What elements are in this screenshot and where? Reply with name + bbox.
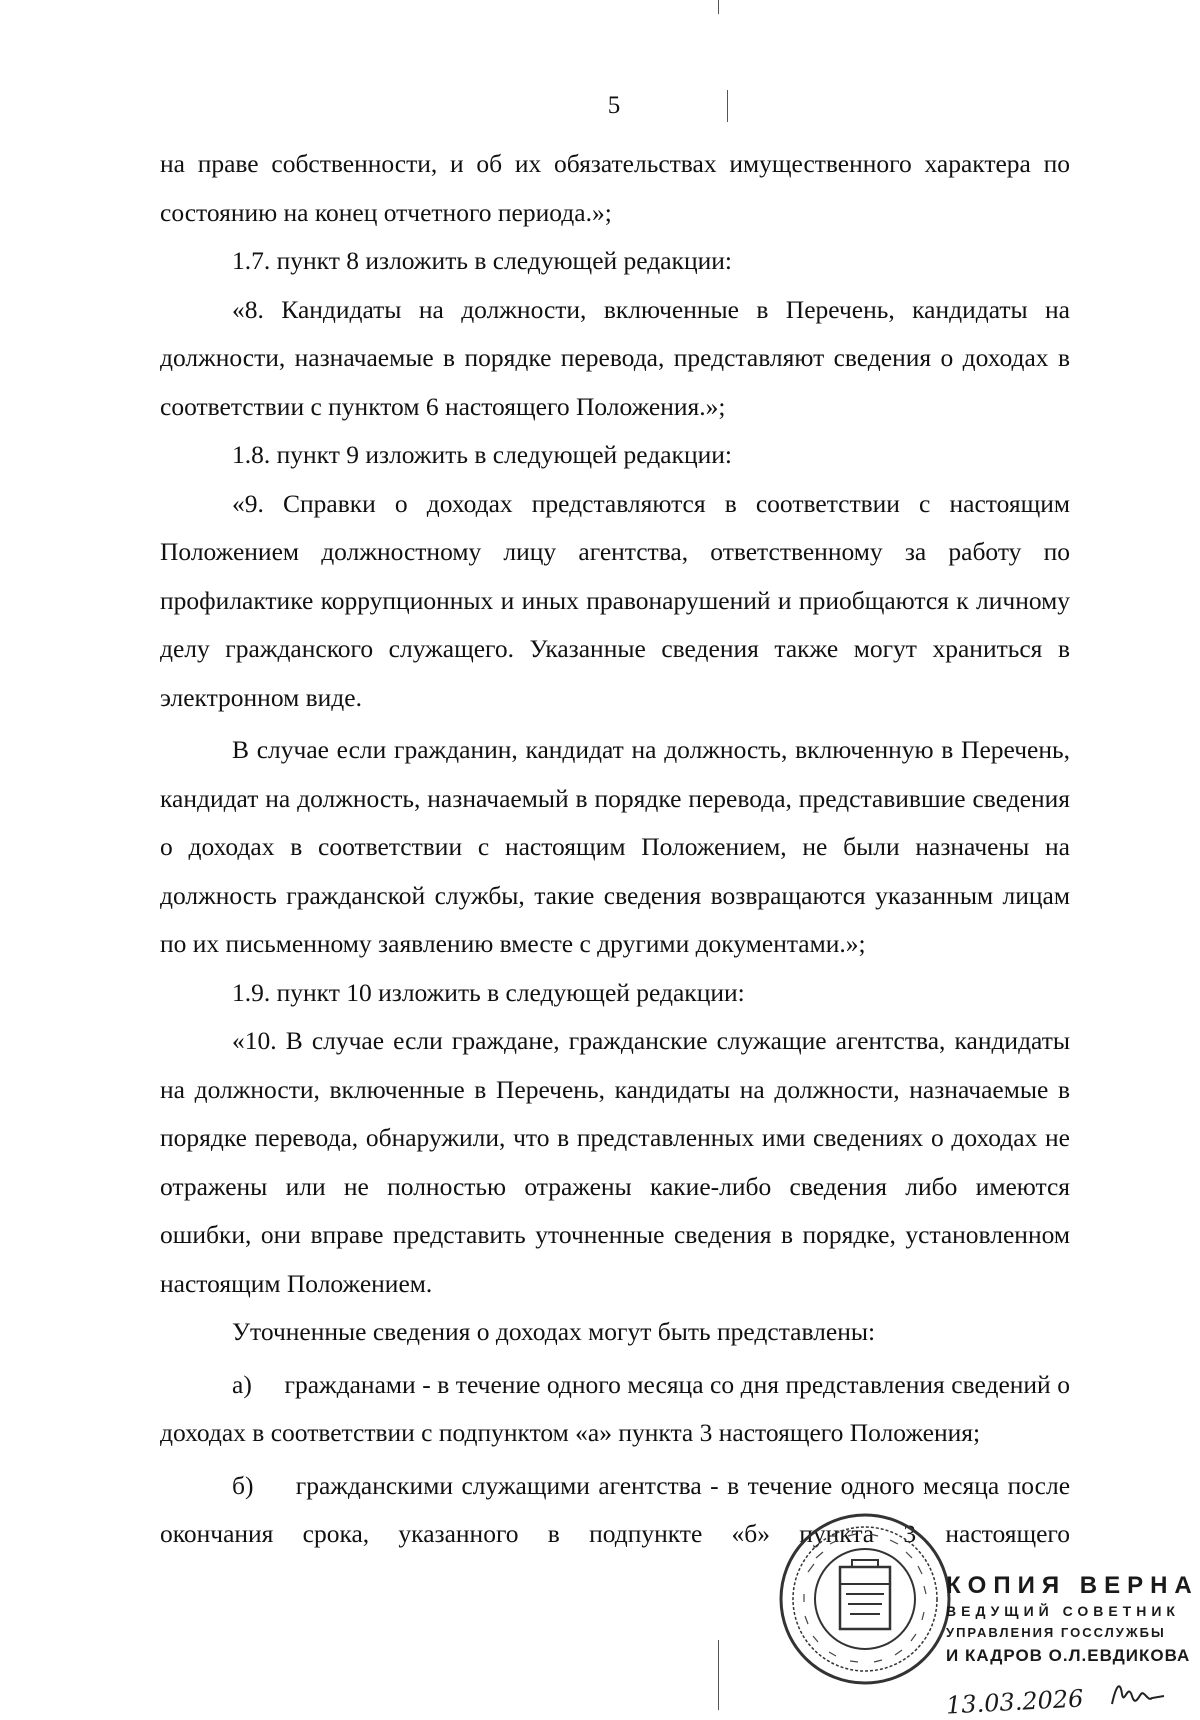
document-body bbox=[160, 140, 1070, 1559]
scan-mark bbox=[727, 90, 728, 122]
official-seal-icon bbox=[778, 1512, 952, 1686]
list-marker-a: а) bbox=[232, 1369, 252, 1399]
cert-title: КОПИЯ ВЕРНА bbox=[946, 1572, 1199, 1599]
paragraph-7: 1.9. пункт 10 изложить в следующей редакции: bbox=[232, 977, 745, 1007]
paragraph-1: на праве собственности, и об их обязательствах имущественного характера по состоянию на конец отчетного периода.»; bbox=[160, 149, 1070, 227]
scan-mark bbox=[718, 1640, 719, 1710]
handwritten-signature-icon bbox=[1108, 1676, 1168, 1710]
cert-date: 13.03.2026 bbox=[945, 1684, 1085, 1720]
paragraph-4: 1.8. пункт 9 изложить в следующей редакции: bbox=[232, 440, 732, 469]
paragraph-2: 1.7. пункт 8 изложить в следующей редакции: bbox=[232, 246, 732, 275]
cert-department: УПРАВЛЕНИЯ ГОССЛУЖБЫ bbox=[946, 1625, 1166, 1640]
paragraph-8: «10. В случае если граждане, гражданские служащие агентства, кандидаты на должности, включенные в Перечень, кандидаты на должности, назначаемые в порядке перевода, обнаружили, что в представленных ими сведениях о доходах не отражены или не полностью отражены какие-либо сведения либо имеются ошибки, они вправе представить уточненные сведения в порядке, установленном настоящим Положением. bbox=[160, 1026, 1070, 1298]
list-item-a bbox=[160, 1361, 1070, 1458]
list-marker-b: б) bbox=[232, 1470, 254, 1500]
cert-position: ВЕДУЩИЙ СОВЕТНИК bbox=[946, 1603, 1180, 1619]
paragraph-9: Уточненные сведения о доходах могут быть представлены: bbox=[232, 1317, 876, 1346]
page-number: 5 bbox=[607, 92, 621, 119]
list-text-a: гражданами - в течение одного месяца со дня представления сведений о доходах в соответствии с подпунктом «а» пункта 3 настоящего Положения; bbox=[160, 1369, 1070, 1447]
list-text-b: гражданскими служащими агентства - в течение одного месяца после окончания срока, указанного в подпункте «б» пункта 3 настоящего bbox=[160, 1470, 1071, 1548]
certification-stamp bbox=[946, 1572, 1199, 1668]
paragraph-5: «9. Справки о доходах представляются в соответствии с настоящим Положением должностному лицу агентства, ответственному за работу по профилактике коррупционных и иных правонарушений и приобщаются к личному делу гражданского служащего. Указанные сведения также могут храниться в электронном виде. bbox=[160, 488, 1070, 712]
paragraph-3: «8. Кандидаты на должности, включенные в Перечень, кандидаты на должности, назначаемые в порядке перевода, представляют сведения о доходах в соответствии с пунктом 6 настоящего Положения.»; bbox=[160, 294, 1070, 421]
scan-mark bbox=[718, 0, 719, 14]
paragraph-6: В случае если гражданин, кандидат на должность, включенную в Перечень, кандидат на должность, назначаемый в порядке перевода, представившие сведения о доходах в соответствии с настоящим Положением, не были назначены на должность гражданской службы, такие сведения возвращаются указанным лицам по их письменному заявлению вместе с другими документами.»; bbox=[160, 735, 1070, 958]
cert-name: И КАДРОВ О.Л.ЕВДИКОВА bbox=[946, 1646, 1191, 1665]
